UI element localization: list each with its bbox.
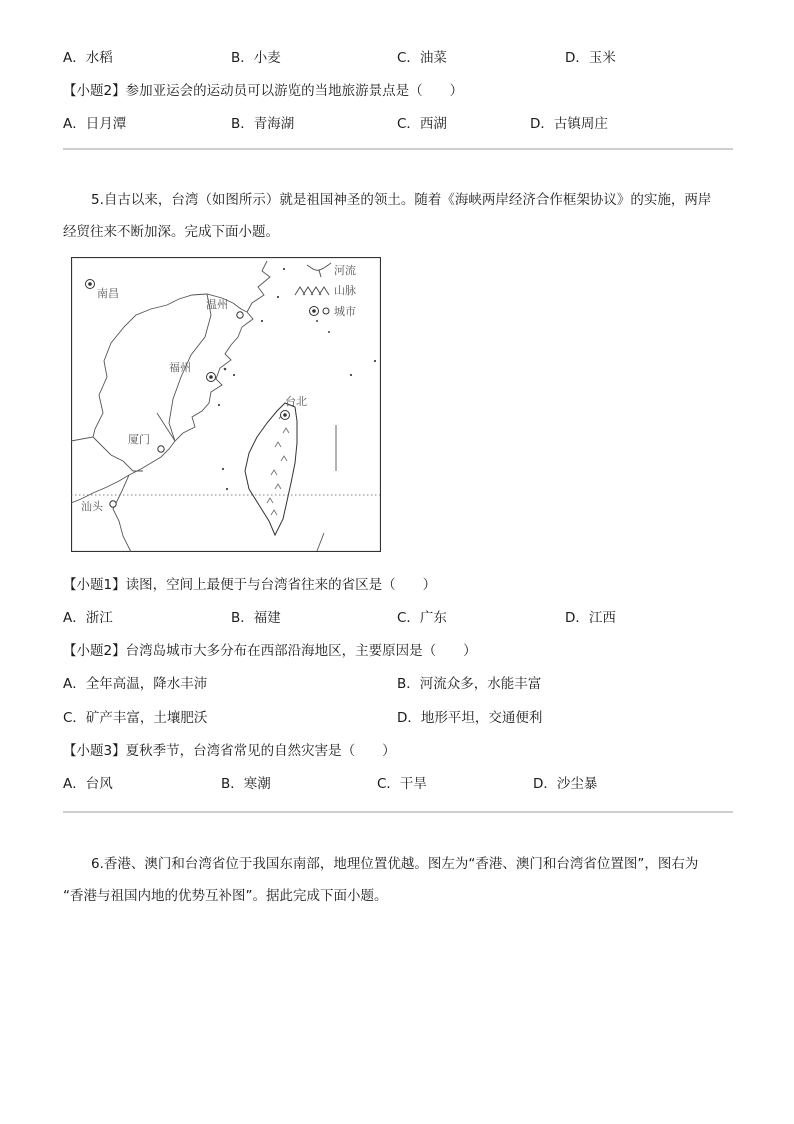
option-c[interactable]: C．油菜 (397, 50, 447, 66)
option-a[interactable]: A．日月潭 (63, 116, 127, 132)
city-legend-icon (323, 308, 329, 314)
option-b[interactable]: B．河流众多，水能丰富 (397, 676, 542, 692)
prev-question-2-stem: 【小题2】参加亚运会的运动员可以游览的当地旅游景点是（ ） (63, 83, 464, 99)
section-divider (63, 148, 733, 150)
question-5-intro-line-1: 5.自古以来，台湾（如图所示）就是祖国神圣的领土。随着《海峡两岸经济合作框架协议》的实施，两岸 (91, 192, 712, 208)
question-5-sub-2-options-row-2 (0, 706, 794, 728)
question-5-sub-2-stem: 【小题2】台湾岛城市大多分布在西部沿海地区，主要原因是（ ） (63, 643, 477, 659)
option-a[interactable]: A．全年高温，降水丰沛 (63, 676, 208, 692)
prev-question-options (0, 46, 794, 68)
option-b[interactable]: B．小麦 (231, 50, 281, 66)
legend-mountain: 山脉 (334, 284, 356, 297)
question-6-intro-line-2: “香港与祖国内地的优势互补图”。据此完成下面小题。 (63, 888, 388, 904)
city-label-xiamen: 厦门 (128, 433, 150, 446)
question-5-sub-1-options (0, 606, 794, 628)
question-5-intro-line-2: 经贸往来不断加深。完成下面小题。 (63, 224, 279, 240)
question-5-sub-3-options (0, 772, 794, 794)
city-label-taipei: 台北 (285, 395, 307, 408)
city-label-shantou: 汕头 (81, 500, 103, 513)
question-6-intro-line-1: 6.香港、澳门和台湾省位于我国东南部，地理位置优越。图左为“香港、澳门和台湾省位置图”，图右为 (91, 856, 699, 872)
option-c[interactable]: C．矿产丰富，土壤肥沃 (63, 710, 208, 726)
option-d[interactable]: D．沙尘暴 (533, 776, 598, 792)
option-a[interactable]: A．浙江 (63, 610, 113, 626)
city-label-wenzhou: 温州 (206, 298, 228, 311)
option-a[interactable]: A．水稻 (63, 50, 113, 66)
option-c[interactable]: C．广东 (397, 610, 447, 626)
question-5-sub-2-options-row-1 (0, 672, 794, 694)
legend-river: 河流 (334, 264, 356, 277)
option-d[interactable]: D．江西 (565, 610, 616, 626)
taiwan-strait-map (71, 257, 381, 552)
question-5-intro (63, 184, 733, 248)
city-label-nanchang: 南昌 (97, 287, 119, 300)
question-5-sub-3-stem: 【小题3】夏秋季节，台湾省常见的自然灾害是（ ） (63, 743, 396, 759)
option-d[interactable]: D．玉米 (565, 50, 616, 66)
option-d[interactable]: D．地形平坦，交通便利 (397, 710, 543, 726)
option-c[interactable]: C．西湖 (397, 116, 447, 132)
option-c[interactable]: C．干旱 (377, 776, 427, 792)
prev-question-2-options (0, 112, 794, 134)
section-divider (63, 811, 733, 813)
option-b[interactable]: B．福建 (231, 610, 281, 626)
city-label-fuzhou: 福州 (169, 361, 191, 374)
question-5-sub-1-stem: 【小题1】读图，空间上最便于与台湾省往来的省区是（ ） (63, 577, 437, 593)
option-b[interactable]: B．寒潮 (221, 776, 271, 792)
question-6-intro (63, 848, 733, 912)
option-b[interactable]: B．青海湖 (231, 116, 295, 132)
option-d[interactable]: D．古镇周庄 (530, 116, 608, 132)
option-a[interactable]: A．台风 (63, 776, 113, 792)
legend-city: 城市 (334, 305, 356, 318)
